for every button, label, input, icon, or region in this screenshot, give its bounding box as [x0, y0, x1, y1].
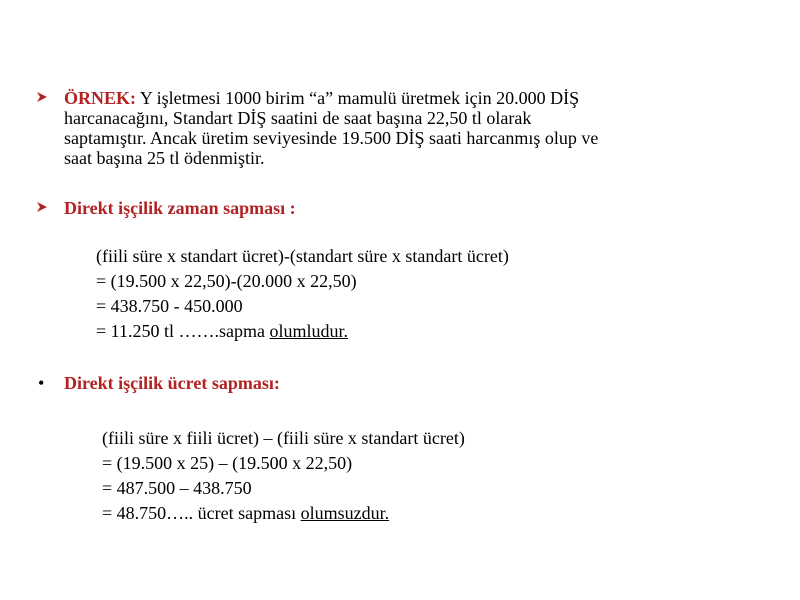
- example-line-2: harcanacağını, Standart DİŞ saatini de saat başına 22,50 tl olarak: [64, 108, 532, 128]
- formula-result: [96, 319, 509, 344]
- result-prefix: = 11.250 tl …….sapma: [96, 321, 270, 341]
- wage-variance-heading: Direkt işçilik ücret sapması:: [64, 373, 280, 393]
- example-line-1: Y işletmesi 1000 birim “a” mamulü üretmek için 20.000 DİŞ: [136, 88, 580, 108]
- result-word: olumsuzdur.: [300, 503, 390, 523]
- formula-line: (fiili süre x standart ücret)-(standart süre x standart ücret): [96, 246, 509, 266]
- result-prefix: = 48.750….. ücret sapması: [102, 503, 301, 523]
- time-variance-heading-row: [36, 198, 766, 218]
- dot-bullet-icon: •: [38, 373, 45, 393]
- time-variance-formula: [96, 244, 509, 344]
- arrow-bullet-icon: [36, 201, 50, 215]
- formula-result: [102, 501, 465, 526]
- time-variance-heading: Direkt işçilik zaman sapması :: [64, 198, 296, 218]
- example-label: ÖRNEK:: [64, 88, 136, 108]
- wage-variance-formula: [102, 426, 465, 526]
- example-paragraph: [36, 88, 766, 168]
- example-line-4: saat başına 25 tl ödenmiştir.: [64, 148, 265, 168]
- formula-line: = (19.500 x 22,50)-(20.000 x 22,50): [96, 271, 357, 291]
- formula-line: = 487.500 – 438.750: [102, 478, 252, 498]
- result-word: olumludur.: [269, 321, 348, 341]
- wage-variance-heading-row: [36, 373, 766, 393]
- formula-line: = 438.750 - 450.000: [96, 296, 243, 316]
- formula-line: = (19.500 x 25) – (19.500 x 22,50): [102, 453, 353, 473]
- formula-line: (fiili süre x fiili ücret) – (fiili süre x standart ücret): [102, 428, 465, 448]
- example-line-3: saptamıştır. Ancak üretim seviyesinde 19.500 DİŞ saati harcanmış olup ve: [64, 128, 599, 148]
- arrow-bullet-icon: [36, 91, 50, 105]
